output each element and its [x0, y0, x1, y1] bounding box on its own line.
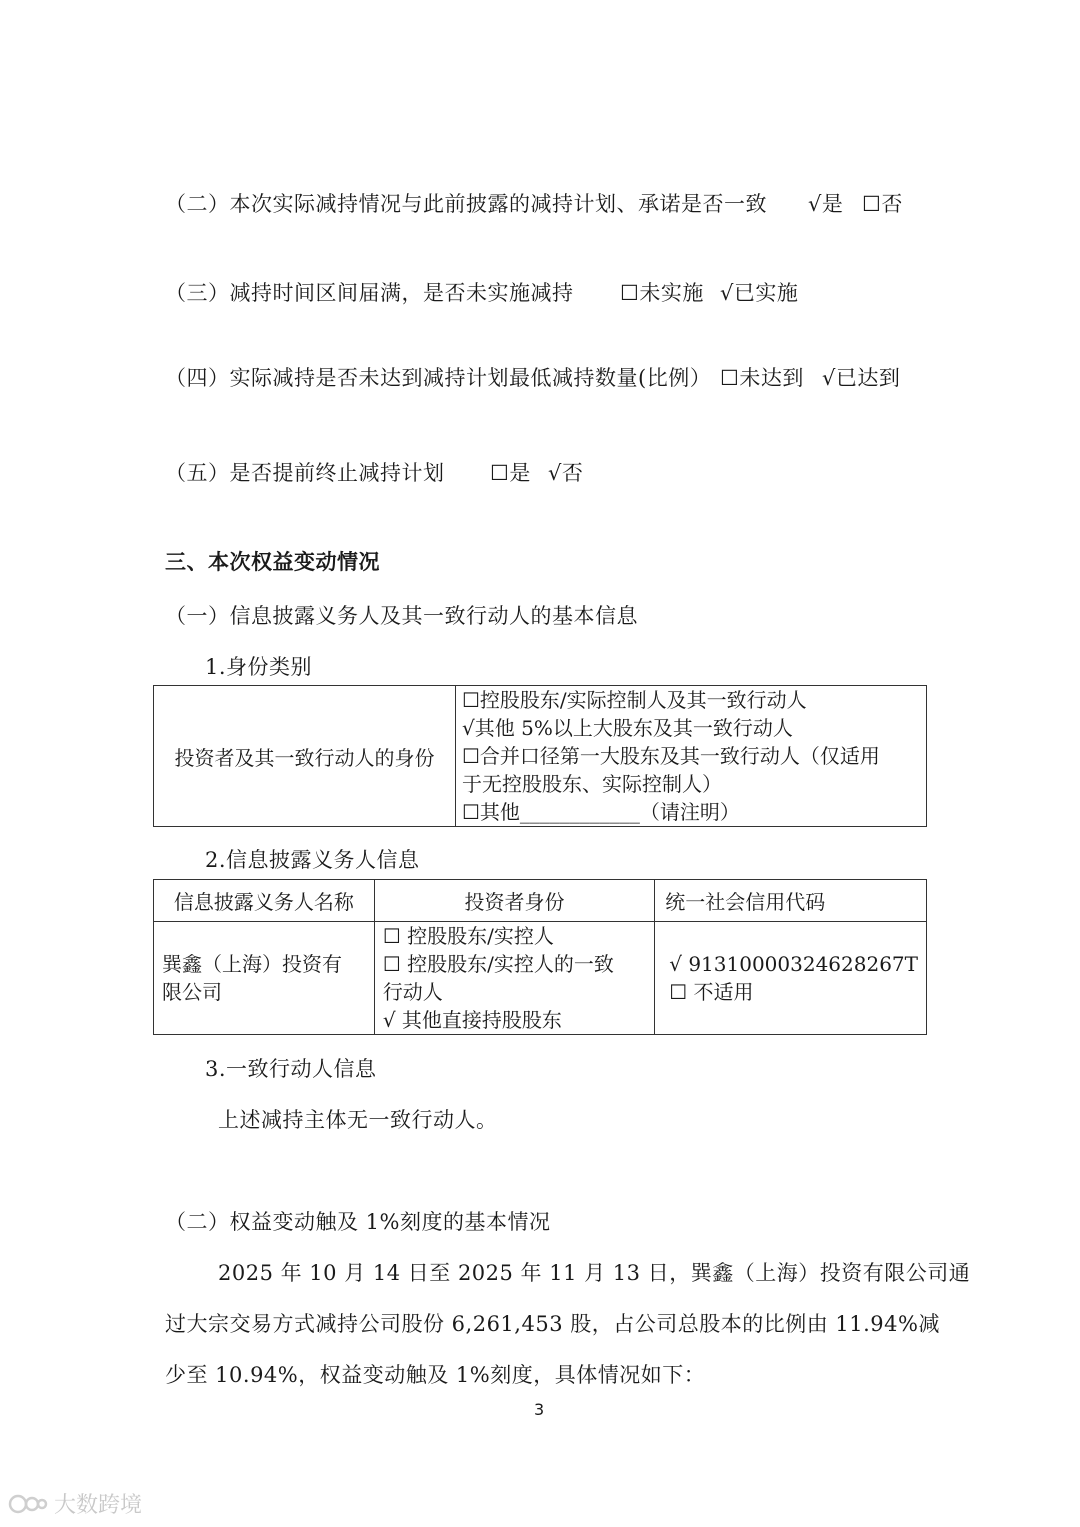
- para-line-2: 过大宗交易方式减持公司股份 6,261,453 股，占公司总股本的比例由 11.94%减: [165, 1312, 940, 1336]
- item-2-question: （二）本次实际减持情况与此前披露的减持计划、承诺是否一致: [165, 192, 767, 216]
- identity-table: [153, 685, 927, 827]
- item-4-question: （四）实际减持是否未达到减持计划最低减持数量(比例）: [165, 366, 712, 390]
- discloser-identity-cell: [374, 922, 654, 1035]
- discloser-name-line: 巽鑫（上海）投资有: [162, 952, 342, 976]
- item-2-yes-checked: √是: [808, 192, 844, 216]
- identity-option: ☐合并口径第一大股东及其一致行动人（仅适用: [462, 744, 880, 768]
- item-5-no-checked: √否: [548, 461, 584, 485]
- header-name: 信息披露义务人名称: [154, 880, 375, 922]
- item-3-implemented-checked: √已实施: [720, 281, 799, 305]
- identity-option: 于无控股股东、实际控制人）: [462, 772, 722, 796]
- header-credit-code: 统一社会信用代码: [655, 880, 927, 922]
- section-3-sub-2: （二）权益变动触及 1%刻度的基本情况: [165, 1210, 551, 1234]
- discloser-heading: 2.信息披露义务人信息: [205, 848, 420, 872]
- item-2-no-checkbox: ☐否: [862, 192, 903, 216]
- identity-line: √ 其他直接持股股东: [382, 1008, 562, 1032]
- discloser-name-line: 限公司: [162, 980, 222, 1004]
- item-3-question: （三）减持时间区间届满，是否未实施减持: [165, 281, 574, 305]
- item-4-not-reached: ☐未达到: [720, 366, 804, 390]
- section-3-sub-1: （一）信息披露义务人及其一致行动人的基本信息: [165, 604, 638, 628]
- watermark-logo-icon: [8, 1492, 48, 1516]
- discloser-code-cell: [655, 922, 927, 1035]
- para-line-3: 少至 10.94%，权益变动触及 1%刻度，具体情况如下：: [165, 1363, 706, 1387]
- identity-options-cell: [456, 686, 927, 827]
- code-line: √ 91310000324628267T: [669, 952, 918, 976]
- identity-option: ☐其他____________（请注明）: [462, 800, 740, 824]
- concert-text: 上述减持主体无一致行动人。: [218, 1108, 498, 1132]
- watermark-text: 大数跨境: [54, 1493, 143, 1518]
- item-5-yes-checkbox: ☐是: [490, 461, 531, 485]
- identity-heading: 1.身份类别: [205, 655, 313, 679]
- concert-heading: 3.一致行动人信息: [205, 1057, 377, 1081]
- item-5-question: （五）是否提前终止减持计划: [165, 461, 445, 485]
- watermark: [8, 1488, 142, 1519]
- discloser-name-cell: [154, 922, 375, 1035]
- section-3-title: 三、本次权益变动情况: [165, 549, 380, 574]
- header-identity: 投资者身份: [374, 880, 654, 922]
- identity-option: ☐控股股东/实际控制人及其一致行动人: [462, 688, 807, 712]
- identity-line: ☐ 控股股东/实控人的一致: [382, 952, 614, 976]
- item-4-reached-checked: √已达到: [822, 366, 901, 390]
- identity-option: √其他 5%以上大股东及其一致行动人: [462, 716, 793, 740]
- discloser-table: [153, 879, 927, 1035]
- para-line-1: 2025 年 10 月 14 日至 2025 年 11 月 13 日，巽鑫（上海）投资有限公司通: [218, 1261, 971, 1285]
- page-number: 3: [534, 1400, 545, 1419]
- identity-label-cell: [154, 686, 456, 827]
- code-line: ☐ 不适用: [669, 980, 754, 1004]
- identity-line: ☐ 控股股东/实控人: [382, 924, 554, 948]
- identity-line: 行动人: [382, 980, 443, 1004]
- item-3-not-implemented: ☐未实施: [620, 281, 704, 305]
- identity-label: 投资者及其一致行动人的身份: [174, 745, 435, 770]
